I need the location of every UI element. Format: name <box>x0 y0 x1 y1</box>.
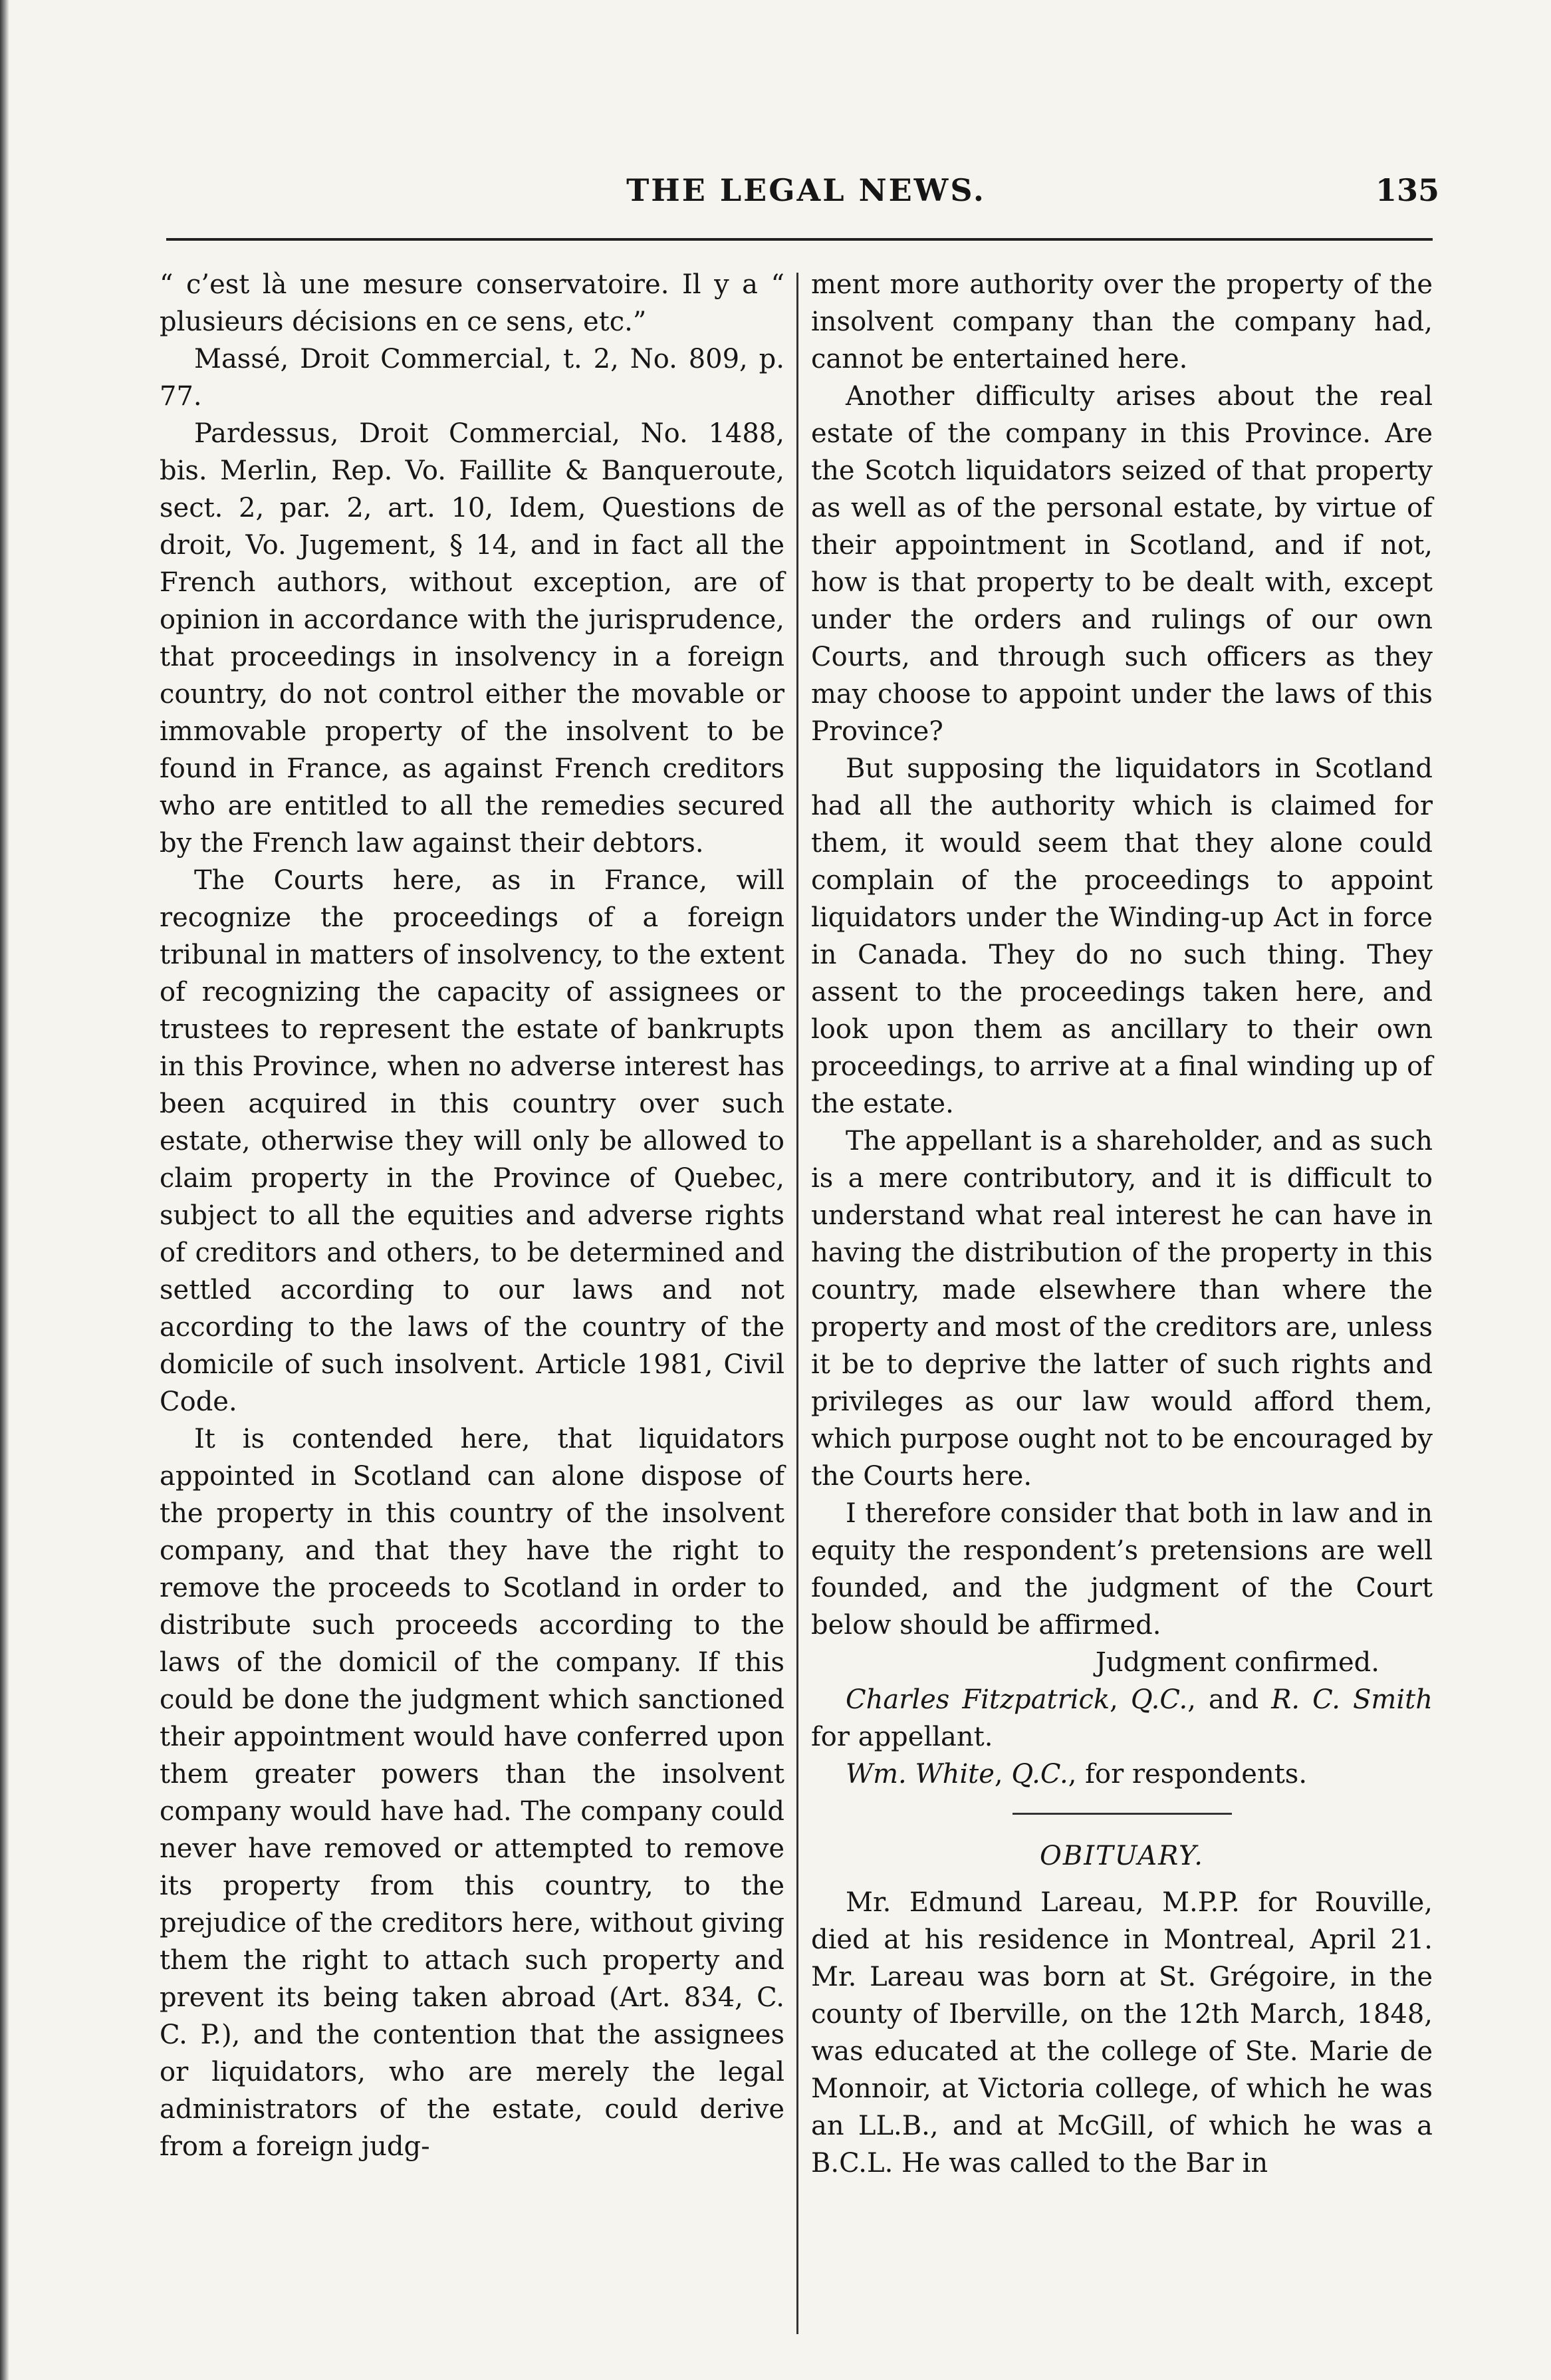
page-edge-shadow <box>0 0 9 2380</box>
counsel-role: , for respondents. <box>1068 1759 1308 1789</box>
left-column <box>160 266 784 2165</box>
conjunction: , and <box>1187 1684 1272 1715</box>
paragraph: But supposing the liquidators in Scotland had all the authority which is claimed for them, it would seem that they alone could complain of the proceedings to appoint liquidators under the Winding-up Act in force in Canada. They do no such thing. They assent to the proceedings taken here, and look upon them as ancillary to their own proceedings, to arrive at a final winding up of the estate. <box>811 753 1433 1119</box>
counsel-name: Wm. White <box>846 1759 995 1789</box>
section-rule <box>1013 1813 1232 1815</box>
judgment-line: Judgment confirmed. <box>1095 1647 1379 1678</box>
counsel-name: R. C. Smith <box>1271 1684 1433 1715</box>
paragraph: Pardessus, Droit Commercial, No. 1488, bis. Merlin, Rep. Vo. Faillite & Banqueroute, sect. 2, par. 2, art. 10, Idem, Questions de droit, Vo. Jugement, § 14, and in fact all the French authors, without exception, are of opinion in accordance with the jurisprudence, that proceedings in insolvency in a foreign country, do not control either the movable or immovable property of the insolvent to be found in France, as against French creditors who are entitled to all the remedies secured by the French law against their debtors. <box>160 418 784 859</box>
obituary-heading: OBITUARY. <box>1040 1841 1204 1871</box>
column-divider <box>796 273 798 2334</box>
header-rule <box>166 238 1433 241</box>
counsel-name: Charles Fitzpatrick <box>846 1684 1110 1715</box>
right-column <box>811 266 1433 2182</box>
paragraph: The appellant is a shareholder, and as such is a mere contributory, and it is difficult to understand what real interest he can have in having the distribution of the property in this country, made elsewhere than where the property and most of the creditors are, unless it be to deprive the latter of such rights and privileges as our law would afford them, which purpose ought not to be encouraged by the Courts here. <box>811 1126 1433 1492</box>
separator: , <box>1110 1684 1131 1715</box>
counsel-role: for appellant. <box>811 1722 993 1752</box>
paragraph: The Courts here, as in France, will recognize the proceedings of a foreign tribunal in matters of insolvency, to the extent of recognizing the capacity of assignees or trustees to represent the estate of bankrupts in this Province, when no adverse interest has been acquired in this country over such estate, otherwise they will only be allowed to claim property in the Province of Quebec, subject to all the equities and adverse rights of creditors and others, to be determined and settled according to our laws and not according to the laws of the country of the domicile of such insolvent. Article 1981, Civil Code. <box>160 865 784 1417</box>
separator: , <box>994 1759 1012 1789</box>
obituary-paragraph: Mr. Edmund Lareau, M.P.P. for Rouville, died at his residence in Montreal, April 21. Mr. Lareau was born at St. Grégoire, in the county of Iberville, on the 12th March, 1848, was educated at the college of Ste. Marie de Monnoir, at Victoria college, of which he was an LL.B., and at McGill, of which he was a B.C.L. He was called to the Bar in <box>811 1887 1433 2179</box>
paragraph: “ c’est là une mesure conservatoire. Il y a “ plusieurs décisions en ce sens, etc.” <box>160 269 784 337</box>
paragraph: Massé, Droit Commercial, t. 2, No. 809, p. 77. <box>160 344 784 412</box>
counsel-title: Q.C. <box>1130 1684 1188 1715</box>
counsel-respondents <box>811 1756 1433 1793</box>
paragraph: ment more authority over the property of the insolvent company than the company had, cannot be entertained here. <box>811 269 1433 374</box>
counsel-appellant <box>811 1681 1433 1756</box>
paragraph: It is contended here, that liquidators appointed in Scotland can alone dispose of the property in this country of the insolvent company, and that they have the right to remove the proceeds to Scotland in order to distribute such proceeds according to the laws of the domicil of the company. If this could be done the judgment which sanctioned their appointment would have conferred upon them greater powers than the insolvent company would have had. The company could never have removed or attempted to remove its property from this country, to the prejudice of the creditors here, without giving them the right to attach such property and prevent its being taken abroad (Art. 834, C. C. P.), and the contention that the assignees or liquidators, who are merely the legal administrators of the estate, could derive from a foreign judg- <box>160 1424 784 2162</box>
page-header <box>166 170 1446 223</box>
paragraph: I therefore consider that both in law and in equity the respondent’s pretensions are well founded, and the judgment of the Court below should be affirmed. <box>811 1498 1433 1641</box>
running-title: THE LEGAL NEWS. <box>626 172 986 208</box>
counsel-title: Q.C. <box>1011 1759 1068 1789</box>
page-number: 135 <box>1375 172 1439 208</box>
paragraph: Another difficulty arises about the real estate of the company in this Province. Are the Scotch liquidators seized of that property as well as of the personal estate, by virtue of their appointment in Scotland, and if not, how is that property to be dealt with, except under the orders and rulings of our own Courts, and through such officers as they may choose to appoint under the laws of this Province? <box>811 381 1433 747</box>
